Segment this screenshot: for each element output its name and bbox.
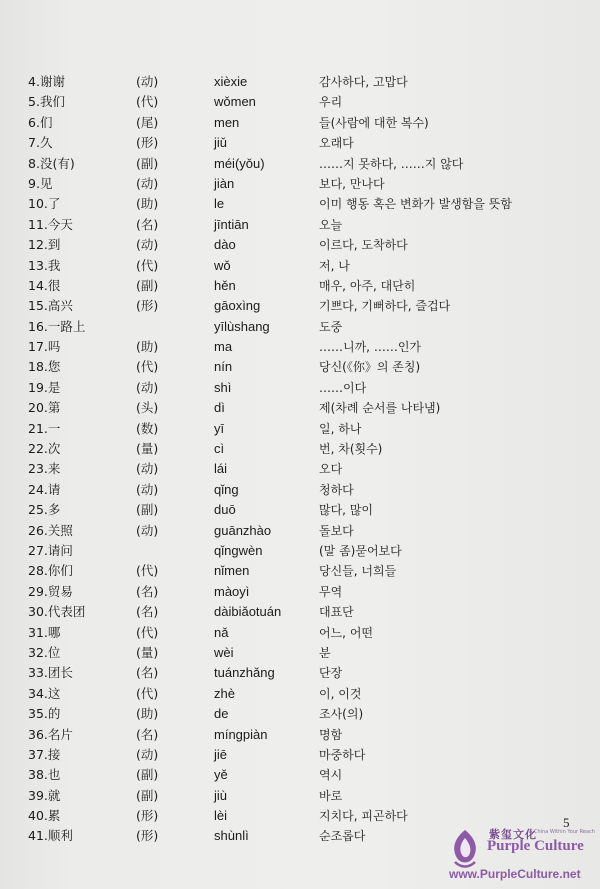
vocab-part-of-speech: (动): [136, 746, 159, 762]
vocab-part-of-speech: (形): [136, 298, 159, 314]
vocab-number: 25.: [28, 502, 48, 518]
vocab-entry-word: [28, 235, 60, 255]
vocab-row: [0, 521, 600, 541]
vocab-korean-meaning: 무역: [319, 584, 343, 599]
vocab-row: [0, 806, 600, 826]
page-number: 5: [563, 815, 570, 830]
vocabulary-list: [0, 72, 600, 847]
vocab-korean-meaning: 바로: [319, 788, 343, 803]
vocab-entry-word: [28, 582, 73, 602]
vocab-hanzi: 一路上: [47, 318, 86, 334]
vocab-number: 34.: [28, 685, 48, 701]
vocab-row: [0, 113, 600, 133]
vocab-hanzi: 累: [47, 808, 61, 824]
vocab-pinyin: yě: [214, 767, 228, 783]
vocab-pinyin: guānzhào: [214, 522, 272, 538]
vocab-korean-meaning: 분: [319, 645, 331, 660]
vocab-korean-meaning: 이미 행동 혹은 변화가 발생함을 뜻함: [319, 197, 512, 212]
vocab-entry-word: [28, 133, 52, 153]
vocab-row: [0, 357, 600, 377]
vocab-number: 36.: [28, 726, 48, 742]
vocab-pinyin: qǐngwèn: [214, 542, 263, 558]
vocab-entry-word: [28, 480, 60, 500]
vocab-pinyin: nǎ: [214, 624, 229, 640]
vocab-part-of-speech: (数): [136, 420, 159, 436]
vocab-part-of-speech: (助): [136, 706, 159, 722]
vocab-korean-meaning: ……니까, ……인가: [319, 340, 421, 355]
vocab-row: [0, 276, 600, 296]
vocab-part-of-speech: (助): [136, 196, 159, 212]
vocab-entry-word: [28, 174, 52, 194]
vocab-row: [0, 643, 600, 663]
vocab-hanzi: 来: [47, 461, 61, 477]
purple-culture-logo-icon: [447, 828, 483, 870]
vocab-pinyin: jiē: [214, 746, 228, 762]
vocab-row: [0, 398, 600, 418]
vocab-row: [0, 459, 600, 479]
vocab-korean-meaning: 오늘: [319, 217, 343, 232]
vocab-entry-word: [28, 561, 73, 581]
vocab-pinyin: lái: [214, 461, 228, 477]
vocab-hanzi: 我们: [39, 94, 65, 110]
vocab-part-of-speech: (代): [136, 624, 159, 640]
vocab-entry-word: [28, 276, 60, 296]
vocab-pinyin: dào: [214, 237, 236, 253]
vocab-row: [0, 256, 600, 276]
vocab-pinyin: jiù: [214, 787, 228, 803]
vocab-pinyin: shì: [214, 379, 232, 395]
vocab-part-of-speech: (副): [136, 787, 159, 803]
vocab-number: 8.: [28, 155, 40, 171]
vocab-pinyin: yī: [214, 420, 225, 436]
vocab-row: [0, 174, 600, 194]
brand-name: Purple Culture: [487, 838, 584, 854]
brand-tagline: A China Within Your Reach: [529, 829, 595, 835]
vocab-row: [0, 786, 600, 806]
vocab-number: 38.: [28, 767, 48, 783]
vocab-number: 6.: [28, 114, 40, 130]
vocab-part-of-speech: (副): [136, 767, 159, 783]
vocab-row: [0, 419, 600, 439]
vocab-korean-meaning: 돌보다: [319, 523, 354, 538]
vocab-part-of-speech: (动): [136, 237, 159, 253]
vocab-number: 19.: [28, 379, 48, 395]
vocab-number: 17.: [28, 339, 48, 355]
vocab-hanzi: 团长: [47, 665, 73, 681]
vocab-number: 23.: [28, 461, 48, 477]
vocab-pinyin: men: [214, 114, 240, 130]
vocab-entry-word: [28, 194, 60, 214]
vocab-number: 20.: [28, 400, 48, 416]
vocab-row: [0, 92, 600, 112]
vocab-number: 15.: [28, 298, 48, 314]
vocab-hanzi: 就: [47, 787, 61, 803]
vocab-korean-meaning: 저, 나: [319, 258, 350, 273]
vocab-number: 26.: [28, 522, 48, 538]
vocab-row: [0, 684, 600, 704]
vocab-korean-meaning: 번, 차(횟수): [319, 442, 383, 457]
vocab-row: [0, 602, 600, 622]
vocab-number: 10.: [28, 196, 48, 212]
vocab-entry-word: [28, 704, 60, 724]
vocab-entry-word: [28, 337, 60, 357]
vocab-row: [0, 235, 600, 255]
vocab-part-of-speech: (动): [136, 481, 159, 497]
vocab-row: [0, 194, 600, 214]
vocab-pinyin: tuánzhǎng: [214, 665, 275, 681]
vocab-entry-word: [28, 378, 60, 398]
vocab-row: [0, 378, 600, 398]
vocab-part-of-speech: (动): [136, 379, 159, 395]
vocab-pinyin: màoyì: [214, 583, 250, 599]
vocab-korean-meaning: 오다: [319, 462, 343, 477]
vocab-entry-word: [28, 215, 73, 235]
vocab-row: [0, 704, 600, 724]
vocab-hanzi: 一: [47, 420, 61, 436]
vocab-hanzi: 了: [47, 196, 61, 212]
vocab-hanzi: 你们: [47, 563, 73, 579]
vocab-number: 27.: [28, 542, 48, 558]
vocab-part-of-speech: (量): [136, 441, 159, 457]
vocab-entry-word: [28, 419, 60, 439]
vocab-hanzi: 接: [47, 746, 61, 762]
vocab-row: [0, 296, 600, 316]
vocab-part-of-speech: (副): [136, 277, 159, 293]
vocab-pinyin: míngpiàn: [214, 726, 268, 742]
vocab-number: 16.: [28, 318, 48, 334]
vocab-hanzi: 贸易: [47, 583, 73, 599]
vocab-part-of-speech: (名): [136, 216, 159, 232]
vocab-part-of-speech: (代): [136, 359, 159, 375]
vocab-part-of-speech: (助): [136, 339, 159, 355]
vocab-row: [0, 582, 600, 602]
vocab-pinyin: qǐng: [214, 481, 239, 497]
vocab-hanzi: 久: [39, 135, 53, 151]
vocab-part-of-speech: (代): [136, 685, 159, 701]
vocab-hanzi: 哪: [47, 624, 61, 640]
vocab-row: [0, 72, 600, 92]
vocab-hanzi: 请问: [47, 542, 73, 558]
purple-culture-watermark: [447, 826, 595, 882]
vocab-hanzi: 很: [47, 277, 61, 293]
vocab-pinyin: jīntiān: [214, 216, 249, 232]
vocab-pinyin: nǐmen: [214, 563, 250, 579]
vocab-korean-meaning: (말 좀)묻어보다: [319, 543, 402, 558]
vocab-number: 32.: [28, 644, 48, 660]
vocab-pinyin: ma: [214, 339, 233, 355]
vocab-hanzi: 没(有): [39, 155, 75, 171]
vocab-hanzi: 谢谢: [39, 74, 65, 89]
vocab-row: [0, 623, 600, 643]
vocab-part-of-speech: (副): [136, 155, 159, 171]
vocab-entry-word: [28, 296, 73, 316]
vocab-number: 5.: [28, 94, 40, 110]
vocab-pinyin: wǒ: [214, 257, 231, 273]
vocab-row: [0, 745, 600, 765]
vocab-number: 12.: [28, 237, 48, 253]
vocab-korean-meaning: 오래다: [319, 136, 354, 151]
vocab-pinyin: yīlùshang: [214, 318, 270, 334]
vocab-part-of-speech: (名): [136, 726, 159, 742]
vocab-number: 11.: [28, 216, 48, 232]
vocab-korean-meaning: 들(사람에 대한 복수): [319, 115, 429, 130]
vocab-hanzi: 多: [47, 502, 61, 518]
vocab-number: 37.: [28, 746, 48, 762]
vocab-hanzi: 这: [47, 685, 61, 701]
vocab-number: 13.: [28, 257, 48, 273]
vocab-entry-word: [28, 786, 60, 806]
vocab-part-of-speech: (尾): [136, 114, 159, 130]
vocab-entry-word: [28, 643, 60, 663]
vocab-row: [0, 337, 600, 357]
vocab-hanzi: 见: [39, 175, 53, 191]
vocab-korean-meaning: ……이다: [319, 380, 367, 395]
vocab-entry-word: [28, 154, 75, 174]
vocab-hanzi: 顺利: [47, 828, 73, 844]
vocab-entry-word: [28, 521, 73, 541]
vocab-number: 24.: [28, 481, 48, 497]
vocab-part-of-speech: (形): [136, 135, 159, 151]
vocab-entry-word: [28, 113, 52, 133]
vocab-korean-meaning: 당신들, 너희들: [319, 564, 397, 579]
vocab-pinyin: jiǔ: [214, 135, 228, 151]
vocab-korean-meaning: 이르다, 도착하다: [319, 238, 408, 253]
vocab-pinyin: jiàn: [214, 175, 235, 191]
vocab-hanzi: 高兴: [47, 298, 73, 314]
vocab-part-of-speech: (头): [136, 400, 159, 416]
vocab-part-of-speech: (动): [136, 175, 159, 191]
vocab-hanzi: 请: [47, 481, 61, 497]
vocab-row: [0, 439, 600, 459]
vocab-hanzi: 代表团: [47, 604, 86, 620]
vocab-number: 7.: [28, 135, 40, 151]
vocab-korean-meaning: 어느, 어떤: [319, 625, 373, 640]
vocab-korean-meaning: 이, 이것: [319, 686, 362, 701]
vocab-row: [0, 561, 600, 581]
vocab-number: 40.: [28, 808, 48, 824]
vocab-number: 41.: [28, 828, 48, 844]
vocab-korean-meaning: 많다, 많이: [319, 503, 373, 518]
vocab-pinyin: méi(yǒu): [214, 155, 265, 171]
vocab-entry-word: [28, 357, 60, 377]
vocab-korean-meaning: 기쁘다, 기뻐하다, 즐겁다: [319, 299, 451, 314]
vocab-korean-meaning: 제(차례 순서를 나타냄): [319, 401, 441, 416]
vocab-entry-word: [28, 684, 60, 704]
vocab-number: 18.: [28, 359, 48, 375]
vocab-hanzi: 们: [39, 114, 53, 130]
vocab-pinyin: wèi: [214, 644, 234, 660]
vocab-korean-meaning: 대표단: [319, 605, 354, 620]
vocab-pinyin: hěn: [214, 277, 236, 293]
vocab-part-of-speech: (动): [136, 461, 159, 477]
brand-chinese-name: 紫玺文化: [489, 828, 537, 841]
vocab-row: [0, 541, 600, 561]
vocab-hanzi: 次: [47, 441, 61, 457]
vocab-part-of-speech: (形): [136, 828, 159, 844]
vocab-korean-meaning: 명함: [319, 727, 343, 742]
vocab-entry-word: [28, 256, 60, 276]
vocab-korean-meaning: 마중하다: [319, 747, 366, 762]
vocab-number: 14.: [28, 277, 48, 293]
vocab-pinyin: de: [214, 706, 229, 722]
vocab-part-of-speech: (动): [136, 74, 159, 89]
vocab-row: [0, 765, 600, 785]
vocab-number: 33.: [28, 665, 48, 681]
vocab-pinyin: duō: [214, 502, 236, 518]
vocab-number: 9.: [28, 175, 40, 191]
vocab-entry-word: [28, 541, 73, 561]
vocab-korean-meaning: 일, 하나: [319, 421, 362, 436]
vocab-number: 31.: [28, 624, 48, 640]
vocab-korean-meaning: ……지 못하다, ……지 않다: [319, 156, 464, 171]
vocab-pinyin: cì: [214, 441, 225, 457]
vocab-row: [0, 317, 600, 337]
vocab-entry-word: [28, 92, 65, 112]
vocab-pinyin: gāoxìng: [214, 298, 261, 314]
vocab-korean-meaning: 역시: [319, 768, 343, 783]
vocab-pinyin: dì: [214, 400, 225, 416]
vocab-entry-word: [28, 72, 65, 92]
vocab-korean-meaning: 순조롭다: [319, 829, 366, 844]
brand-url: www.PurpleCulture.net: [449, 867, 581, 881]
vocab-hanzi: 关照: [47, 522, 73, 538]
vocab-part-of-speech: (名): [136, 583, 159, 599]
vocab-part-of-speech: (形): [136, 808, 159, 824]
vocab-entry-word: [28, 602, 85, 622]
vocab-part-of-speech: (代): [136, 563, 159, 579]
vocab-part-of-speech: (动): [136, 522, 159, 538]
vocab-hanzi: 第: [47, 400, 61, 416]
vocab-entry-word: [28, 663, 73, 683]
vocab-hanzi: 的: [47, 706, 61, 722]
vocab-hanzi: 吗: [47, 339, 61, 355]
vocab-number: 28.: [28, 563, 48, 579]
vocab-entry-word: [28, 317, 85, 337]
vocab-pinyin: wǒmen: [214, 94, 256, 110]
vocab-korean-meaning: 지치다, 피곤하다: [319, 809, 408, 824]
vocab-number: 21.: [28, 420, 48, 436]
vocab-hanzi: 是: [47, 379, 61, 395]
vocab-korean-meaning: 당신(《你》의 존칭): [319, 360, 421, 375]
vocab-number: 39.: [28, 787, 48, 803]
vocab-entry-word: [28, 826, 73, 846]
vocab-entry-word: [28, 623, 60, 643]
vocab-row: [0, 480, 600, 500]
vocab-row: [0, 133, 600, 153]
vocab-korean-meaning: 단장: [319, 666, 343, 681]
vocab-row: [0, 215, 600, 235]
vocab-number: 30.: [28, 604, 48, 620]
vocab-row: [0, 663, 600, 683]
vocab-number: 22.: [28, 441, 48, 457]
vocab-pinyin: dàibiǎotuán: [214, 604, 282, 620]
vocab-hanzi: 到: [47, 237, 61, 253]
vocab-entry-word: [28, 745, 60, 765]
vocab-entry-word: [28, 725, 73, 745]
vocab-number: 4.: [28, 74, 40, 89]
vocab-part-of-speech: (名): [136, 665, 159, 681]
vocab-korean-meaning: 감사하다, 고맙다: [319, 75, 408, 89]
vocab-part-of-speech: (代): [136, 94, 159, 110]
vocab-entry-word: [28, 459, 60, 479]
vocab-row: [0, 500, 600, 520]
vocab-hanzi: 位: [47, 644, 61, 660]
vocab-pinyin: lèi: [214, 808, 228, 824]
vocab-part-of-speech: (名): [136, 604, 159, 620]
vocab-part-of-speech: (代): [136, 257, 159, 273]
vocab-hanzi: 今天: [47, 216, 73, 232]
vocab-part-of-speech: (量): [136, 644, 159, 660]
vocab-entry-word: [28, 806, 60, 826]
vocab-korean-meaning: 우리: [319, 95, 343, 110]
vocab-pinyin: shùnlì: [214, 828, 249, 844]
vocab-pinyin: le: [214, 196, 225, 212]
vocab-hanzi: 名片: [47, 726, 73, 742]
vocab-hanzi: 我: [47, 257, 61, 273]
vocab-row: [0, 725, 600, 745]
vocab-korean-meaning: 매우, 아주, 대단히: [319, 278, 416, 293]
vocab-entry-word: [28, 398, 60, 418]
vocab-hanzi: 您: [47, 359, 61, 375]
vocab-part-of-speech: (副): [136, 502, 159, 518]
vocab-korean-meaning: 조사(의): [319, 707, 364, 722]
vocab-hanzi: 也: [47, 767, 61, 783]
vocab-row: [0, 154, 600, 174]
vocab-number: 35.: [28, 706, 48, 722]
vocab-pinyin: zhè: [214, 685, 235, 701]
vocab-korean-meaning: 청하다: [319, 482, 354, 497]
vocab-korean-meaning: 도중: [319, 319, 343, 334]
vocab-korean-meaning: 보다, 만나다: [319, 176, 385, 191]
vocab-pinyin: nín: [214, 359, 233, 375]
vocab-number: 29.: [28, 583, 48, 599]
vocab-pinyin: xièxie: [214, 74, 248, 89]
vocab-entry-word: [28, 765, 60, 785]
vocab-entry-word: [28, 439, 60, 459]
vocab-entry-word: [28, 500, 60, 520]
